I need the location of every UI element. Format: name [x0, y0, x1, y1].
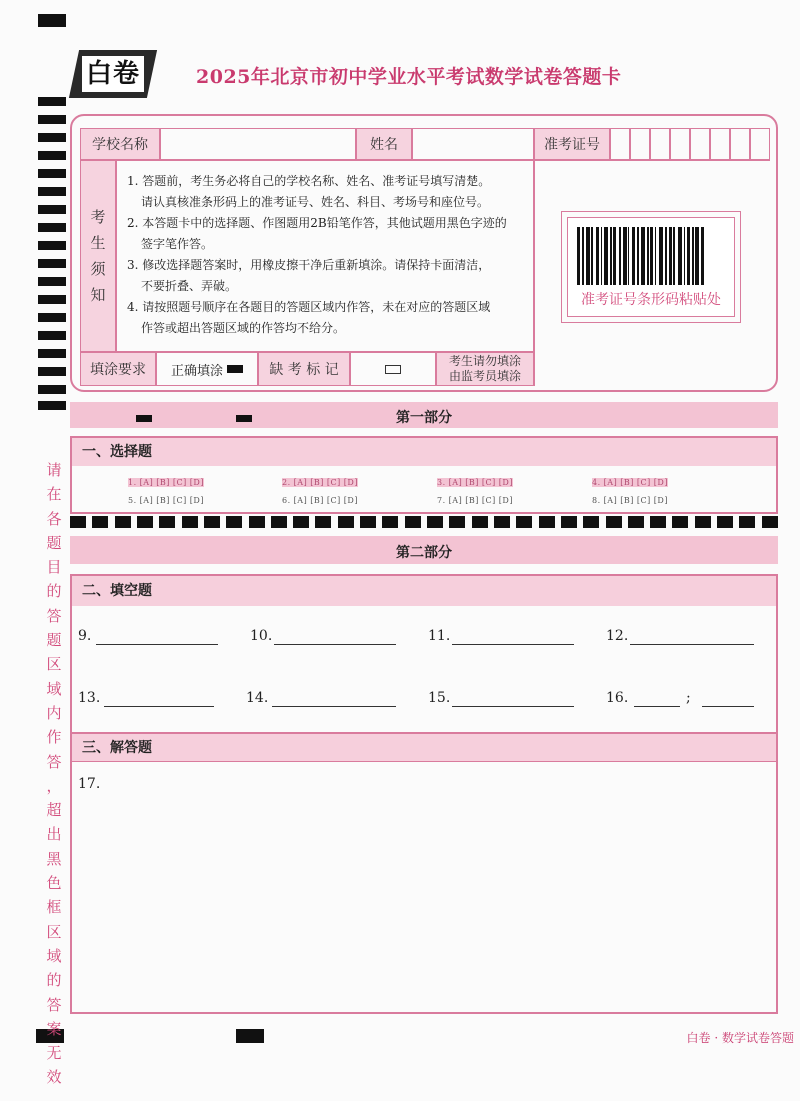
mc-question-5[interactable]: 5. [A] [B] [C] [D]: [128, 496, 204, 505]
exam-id-label: 准考证号: [534, 128, 610, 160]
q13-answer-line[interactable]: [104, 706, 214, 707]
mc-question-4[interactable]: 4. [A] [B] [C] [D]: [592, 478, 668, 487]
timing-strip: [70, 516, 778, 528]
paper-badge: 白卷: [69, 50, 157, 98]
proctor-note: 考生请勿填涂 由监考员填涂: [436, 352, 534, 386]
fill-section-title: 二、填空题: [72, 576, 776, 606]
q16-label: 16.: [606, 690, 629, 706]
side-warning: 请 在 各 题 目 的 答 题 区 域 内 作 答 ， 超 出 黑 色 框 区 域 的 答 案 无 效: [46, 461, 62, 1087]
q17-answer-area[interactable]: [72, 766, 776, 1012]
mc-section-title: 一、选择题: [72, 438, 776, 466]
q11-answer-line[interactable]: [452, 644, 574, 645]
mc-question-1[interactable]: 1. [A] [B] [C] [D]: [128, 478, 204, 487]
notice-label: 考 生 须 知: [80, 160, 116, 352]
absent-mark-box[interactable]: [350, 352, 436, 386]
q10-label: 10.: [250, 628, 273, 644]
correct-fill-example: 正确填涂: [156, 352, 258, 386]
q9-label: 9.: [78, 628, 92, 644]
q14-label: 14.: [246, 690, 269, 706]
empty-mark-icon: [385, 365, 401, 374]
barcode-area: [534, 160, 770, 386]
school-label: 学校名称: [80, 128, 160, 160]
q17-label: 17.: [78, 776, 101, 792]
mc-question-2[interactable]: 2. [A] [B] [C] [D]: [282, 478, 358, 487]
candidate-info-box: [70, 114, 778, 392]
mc-question-3[interactable]: 3. [A] [B] [C] [D]: [437, 478, 513, 487]
q14-answer-line[interactable]: [272, 706, 396, 707]
q11-label: 11.: [428, 628, 451, 644]
footer-label: 白卷 · 数学试卷答题: [686, 1031, 794, 1045]
q16-separator: ;: [686, 690, 691, 706]
filled-mark-icon: [227, 365, 243, 373]
q12-label: 12.: [606, 628, 629, 644]
mc-question-7[interactable]: 7. [A] [B] [C] [D]: [437, 496, 513, 505]
part1-title: 第一部分: [396, 410, 452, 426]
q10-answer-line[interactable]: [274, 644, 396, 645]
q16-answer-line-a[interactable]: [634, 706, 680, 707]
part1-bar: [70, 402, 778, 428]
name-field[interactable]: [412, 128, 534, 160]
notice-text: 1. 答题前，考生务必将自己的学校名称、姓名、准考证号填写清楚。 请认真核准条形码上的准考证号、姓名、科目、考场号和座位号。 2. 本答题卡中的选择题、作图题用2B铅笔作答，其他试题用黑色字迹的 签字笔作答。 3. 修改选择题答案时，用橡皮擦干净后重新填涂。请保持卡面清洁， 不要折叠、弄破。 4. 请按照题号顺序在各题目的答题区域内作答，未在对应的答题区域 作答或超出答题区域的作答均不给分。: [116, 160, 534, 352]
q13-label: 13.: [78, 690, 101, 706]
part2-bar: [70, 536, 778, 564]
name-label: 姓名: [356, 128, 412, 160]
q12-answer-line[interactable]: [630, 644, 754, 645]
solve-section-title: 三、解答题: [72, 732, 776, 762]
q15-label: 15.: [428, 690, 451, 706]
school-name-field[interactable]: [160, 128, 356, 160]
absent-mark-label: 缺 考 标 记: [258, 352, 350, 386]
mc-question-6[interactable]: 6. [A] [B] [C] [D]: [282, 496, 358, 505]
page-title: 2025年北京市初中学业水平考试数学试卷答题卡: [196, 66, 622, 88]
barcode-graphic: [577, 227, 725, 285]
fill-requirement-label: 填涂要求: [80, 352, 156, 386]
barcode-label: 准考证号条形码粘贴处: [581, 292, 721, 308]
part2-title: 第二部分: [396, 545, 452, 561]
answer-section: [70, 574, 778, 1014]
q16-answer-line-b[interactable]: [702, 706, 754, 707]
q9-answer-line[interactable]: [96, 644, 218, 645]
q15-answer-line[interactable]: [452, 706, 574, 707]
multiple-choice-section: [70, 436, 778, 514]
mc-question-8[interactable]: 8. [A] [B] [C] [D]: [592, 496, 668, 505]
